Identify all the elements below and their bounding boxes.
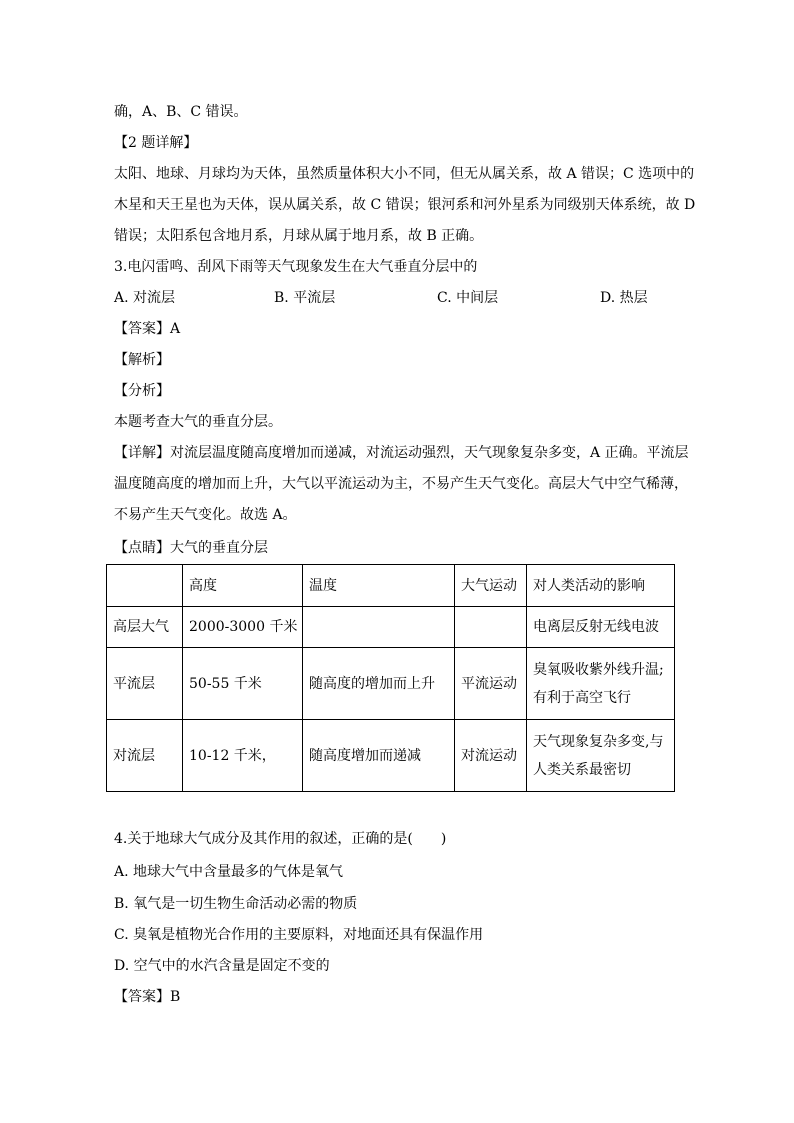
option-c: C. 中间层 <box>437 290 499 306</box>
table-header-cell: 高度 <box>183 565 303 607</box>
answer-label: 【答案】A <box>114 321 181 337</box>
table-cell-line: 人类关系最密切 <box>533 761 631 778</box>
table-header-cell <box>107 565 183 607</box>
table-header-row <box>107 565 675 607</box>
table-cell: 平流层 <box>107 648 183 720</box>
table-cell: 10-12 千米， <box>183 720 303 792</box>
text-line: 本题考查大气的垂直分层。 <box>114 414 282 430</box>
text-line: 太阳、地球、月球均为天体，虽然质量体积大小不同，但无从属关系，故 A 错误；C 选项中的 <box>114 166 695 182</box>
table-cell <box>527 607 675 648</box>
text-line: 【详解】对流层温度随高度增加而递减，对流运动强烈，天气现象复杂多变，A 正确。平流层 <box>114 445 689 461</box>
table-cell <box>527 648 675 720</box>
table-row <box>107 720 675 792</box>
table-row <box>107 648 675 720</box>
section-heading: 【2 题详解】 <box>114 135 198 151</box>
text-line: 温度随高度的增加而上升，大气以平流运动为主，不易产生天气变化。高层大气中空气稀薄， <box>114 476 688 492</box>
analysis-label: 【分析】 <box>114 383 170 399</box>
option-d: D. 热层 <box>600 290 648 306</box>
text-line: 木星和天王星也为天体，误从属关系，故 C 错误；银河系和河外星系为同级别天体系统，故 D <box>114 197 696 213</box>
table-header-cell: 温度 <box>303 565 455 607</box>
analysis-label: 【解析】 <box>114 352 170 368</box>
table-header-cell: 对人类活动的影响 <box>527 565 675 607</box>
option-b: B. 平流层 <box>274 290 336 306</box>
table-cell-line: 臭氧吸收紫外线升温; <box>533 661 664 678</box>
option-d: D. 空气中的水汽含量是固定不变的 <box>114 958 330 974</box>
option-a: A. 对流层 <box>114 290 176 306</box>
text-line: 不易产生天气变化。故选 A。 <box>114 507 297 523</box>
atmosphere-layers-table <box>106 564 675 792</box>
option-a: A. 地球大气中含量最多的气体是氧气 <box>114 864 344 880</box>
table-cell: 随高度的增加而上升 <box>303 648 455 720</box>
text-line: 确，A、B、C 错误。 <box>114 104 248 120</box>
question-4: 4.关于地球大气成分及其作用的叙述，正确的是( ) <box>114 831 447 847</box>
table-cell: 平流运动 <box>455 648 527 720</box>
highlight-label: 【点睛】大气的垂直分层 <box>114 540 268 556</box>
table-cell-line: 电离层反射无线电波 <box>533 619 659 635</box>
option-b: B. 氧气是一切生物生命活动必需的物质 <box>114 896 358 912</box>
table-cell: 对流运动 <box>455 720 527 792</box>
table-cell: 50-55 千米 <box>183 648 303 720</box>
table-cell: 随高度增加而递减 <box>303 720 455 792</box>
table-row <box>107 607 675 648</box>
table-cell: 高层大气 <box>107 607 183 648</box>
option-c: C. 臭氧是植物光合作用的主要原料，对地面还具有保温作用 <box>114 927 484 943</box>
question-3: 3.电闪雷鸣、刮风下雨等天气现象发生在大气垂直分层中的 <box>114 259 478 275</box>
table-cell <box>527 720 675 792</box>
table-cell: 对流层 <box>107 720 183 792</box>
text-line: 错误；太阳系包含地月系，月球从属于地月系，故 B 正确。 <box>114 228 484 244</box>
table-cell-line: 天气现象复杂多变,与 <box>533 733 664 750</box>
table-header-cell: 大气运动 <box>455 565 527 607</box>
table-cell-line: 有利于高空飞行 <box>533 689 631 706</box>
answer-label: 【答案】B <box>114 989 181 1005</box>
table-cell <box>303 607 455 648</box>
table-cell: 2000-3000 千米 <box>183 607 303 648</box>
table-cell <box>455 607 527 648</box>
